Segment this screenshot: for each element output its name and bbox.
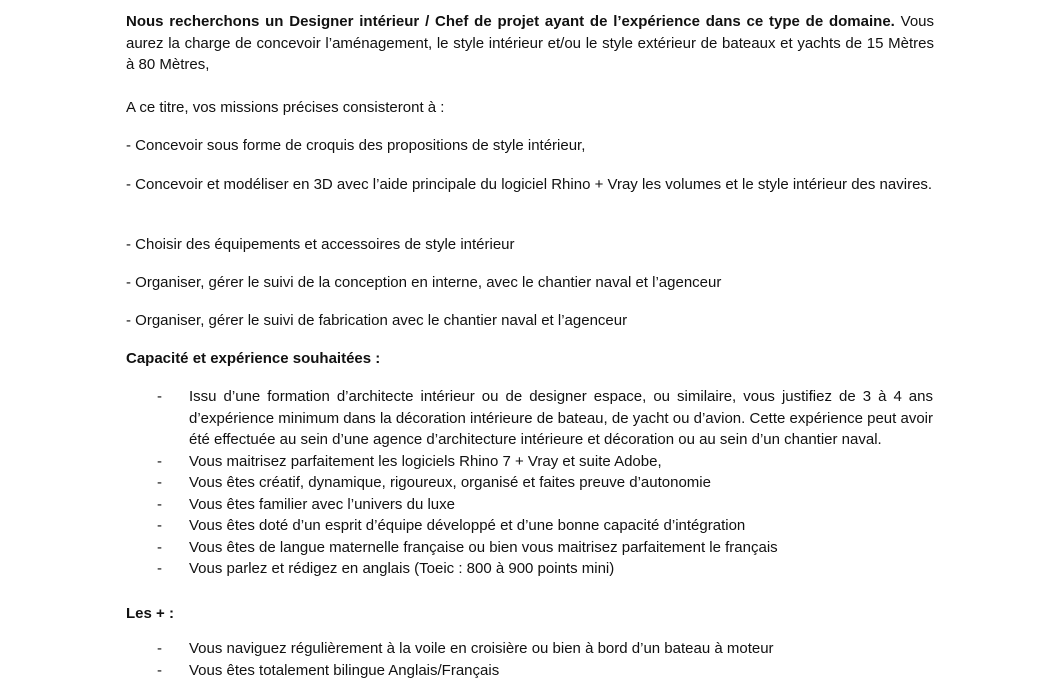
list-item [0, 558, 933, 580]
list-item-text: Vous êtes familier avec l’univers du luxe [189, 494, 933, 516]
bullet-dash: - [157, 451, 162, 473]
list-item [0, 494, 933, 516]
list-item [0, 472, 933, 494]
intro-lead-bold: Nous recherchons un Designer intérieur / Chef de projet ayant de l’expérience dans ce type de domaine. [126, 13, 895, 30]
bullet-dash: - [157, 537, 162, 559]
list-item-text: Vous êtes totalement bilingue Anglais/Français [189, 660, 933, 681]
mission-item: - Concevoir sous forme de croquis des propositions de style intérieur, [126, 135, 938, 157]
capacity-heading: Capacité et expérience souhaitées : [126, 348, 938, 370]
intro-lead-rest: Vous aurez la charge de concevoir l’aménagement, le style intérieur et/ou le style extérieur de bateaux et yachts de 15 Mètres à 80 Mètres, [126, 13, 934, 73]
list-item-text: Vous êtes de langue maternelle française ou bien vous maitrisez parfaitement le français [189, 537, 933, 559]
list-item-text: Vous maitrisez parfaitement les logiciels Rhino 7 + Vray et suite Adobe, [189, 451, 933, 473]
bullet-dash: - [157, 386, 162, 408]
intro-paragraph [126, 11, 934, 76]
mission-item: - Organiser, gérer le suivi de la conception en interne, avec le chantier naval et l’agenceur [126, 272, 938, 294]
list-item-text: Vous naviguez régulièrement à la voile en croisière ou bien à bord d’un bateau à moteur [189, 638, 933, 660]
missions-intro: A ce titre, vos missions précises consisteront à : [126, 97, 938, 119]
list-item-text: Vous êtes créatif, dynamique, rigoureux, organisé et faites preuve d’autonomie [189, 472, 933, 494]
list-item-text: Vous parlez et rédigez en anglais (Toeic : 800 à 900 points mini) [189, 558, 933, 580]
list-item [0, 515, 933, 537]
bullet-dash: - [157, 494, 162, 516]
bullet-dash: - [157, 660, 162, 681]
bullet-dash: - [157, 558, 162, 580]
plus-heading: Les + : [126, 603, 938, 625]
mission-item: - Choisir des équipements et accessoires de style intérieur [126, 234, 938, 256]
list-item-text: Issu d’une formation d’architecte intérieur ou de designer espace, ou similaire, vous justifiez de 3 à 4 ans d’expérience minimum dans la décoration intérieure de bateau, de yacht ou d’avion. Cette expérience peut avoir été effectuée au sein d’une agence d’architecture intérieure et décoration ou au sein d’un chantier naval. [189, 386, 933, 451]
mission-item: - Organiser, gérer le suivi de fabrication avec le chantier naval et l’agenceur [126, 310, 938, 332]
list-item [0, 660, 933, 681]
capacity-list [0, 386, 1058, 580]
bullet-dash: - [157, 515, 162, 537]
list-item [0, 451, 933, 473]
list-item-text: Vous êtes doté d’un esprit d’équipe développé et d’une bonne capacité d’intégration [189, 515, 933, 537]
list-item [0, 386, 933, 451]
bullet-dash: - [157, 638, 162, 660]
bullet-dash: - [157, 472, 162, 494]
list-item [0, 537, 933, 559]
list-item [0, 638, 933, 660]
mission-item: - Concevoir et modéliser en 3D avec l’aide principale du logiciel Rhino + Vray les volumes et le style intérieur des navires. [126, 173, 936, 196]
